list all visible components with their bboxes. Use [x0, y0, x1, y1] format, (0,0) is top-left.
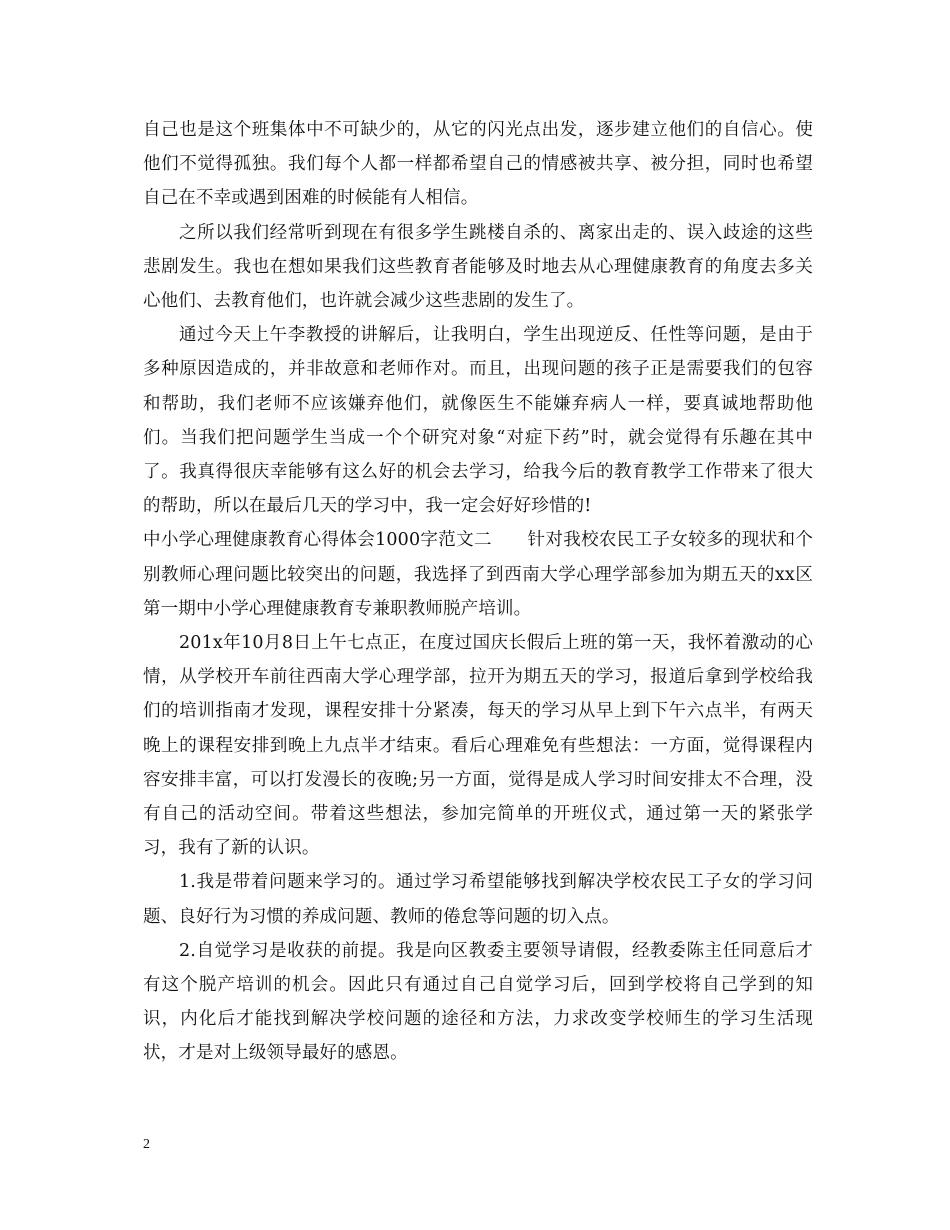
page-number: 2 — [143, 1137, 150, 1152]
paragraph-6: 1.我是带着问题来学习的。通过学习希望能够找到解决学校农民工子女的学习问题、良好行为习惯的养成问题、教师的倦怠等问题的切入点。 — [143, 872, 813, 927]
paragraph-5: 201x年10月8日上午七点正，在度过国庆长假后上班的第一天，我怀着激动的心情，从学校开车前往西南大学心理学部，拉开为期五天的学习，报道后拿到学校给我们的培训指南才发现，课程安排十分紧凑，每天的学习从早上到下午六点半，有两天晚上的课程安排到晚上九点半才结束。看后心理难免有些想法：一方面，觉得课程内容安排丰富，可以打发漫长的夜晚;另一方面，觉得是成人学习时间安排太不合理，没有自己的活动空间。带着这些想法，参加完简单的开班仪式，通过第一天的紧张学习，我有了新的认识。 — [143, 633, 813, 859]
paragraph-4: 中小学心理健康教育心得体会1000字范文二 针对我校农民工子女较多的现状和个别教师心理问题比较突出的问题，我选择了到西南大学心理学部参加为期五天的xx区第一期中小学心理健康教育专兼职教师脱产培训。 — [143, 530, 813, 619]
paragraph-3: 通过今天上午李教授的讲解后，让我明白，学生出现逆反、任性等问题，是由于多种原因造成的，并非故意和老师作对。而且，出现问题的孩子正是需要我们的包容和帮助，我们老师不应该嫌弃他们，就像医生不能嫌弃病人一样，要真诚地帮助他们。当我们把问题学生当成一个个研究对象“对症下药”时，就会觉得有乐趣在其中了。我真得很庆幸能够有这么好的机会去学习，给我今后的教育教学工作带来了很大的帮助，所以在最后几天的学习中，我一定会好好珍惜的! — [143, 325, 813, 517]
paragraph-1: 自己也是这个班集体中不可缺少的，从它的闪光点出发，逐步建立他们的自信心。使他们不觉得孤独。我们每个人都一样都希望自己的情感被共享、被分担，同时也希望自己在不幸或遇到困难的时候能有人相信。 — [143, 120, 813, 209]
body-text — [143, 113, 813, 1071]
paragraph-7: 2.自觉学习是收获的前提。我是向区教委主要领导请假，经教委陈主任同意后才有这个脱产培训的机会。因此只有通过自己自觉学习后，回到学校将自己学到的知识，内化后才能找到解决学校问题的途径和方法，力求改变学校师生的学习生活现状，才是对上级领导最好的感恩。 — [143, 940, 813, 1064]
paragraph-2: 之所以我们经常听到现在有很多学生跳楼自杀的、离家出走的、误入歧途的这些悲剧发生。我也在想如果我们这些教育者能够及时地去从心理健康教育的角度去多关心他们、去教育他们，也许就会减少这些悲剧的发生了。 — [143, 222, 813, 312]
